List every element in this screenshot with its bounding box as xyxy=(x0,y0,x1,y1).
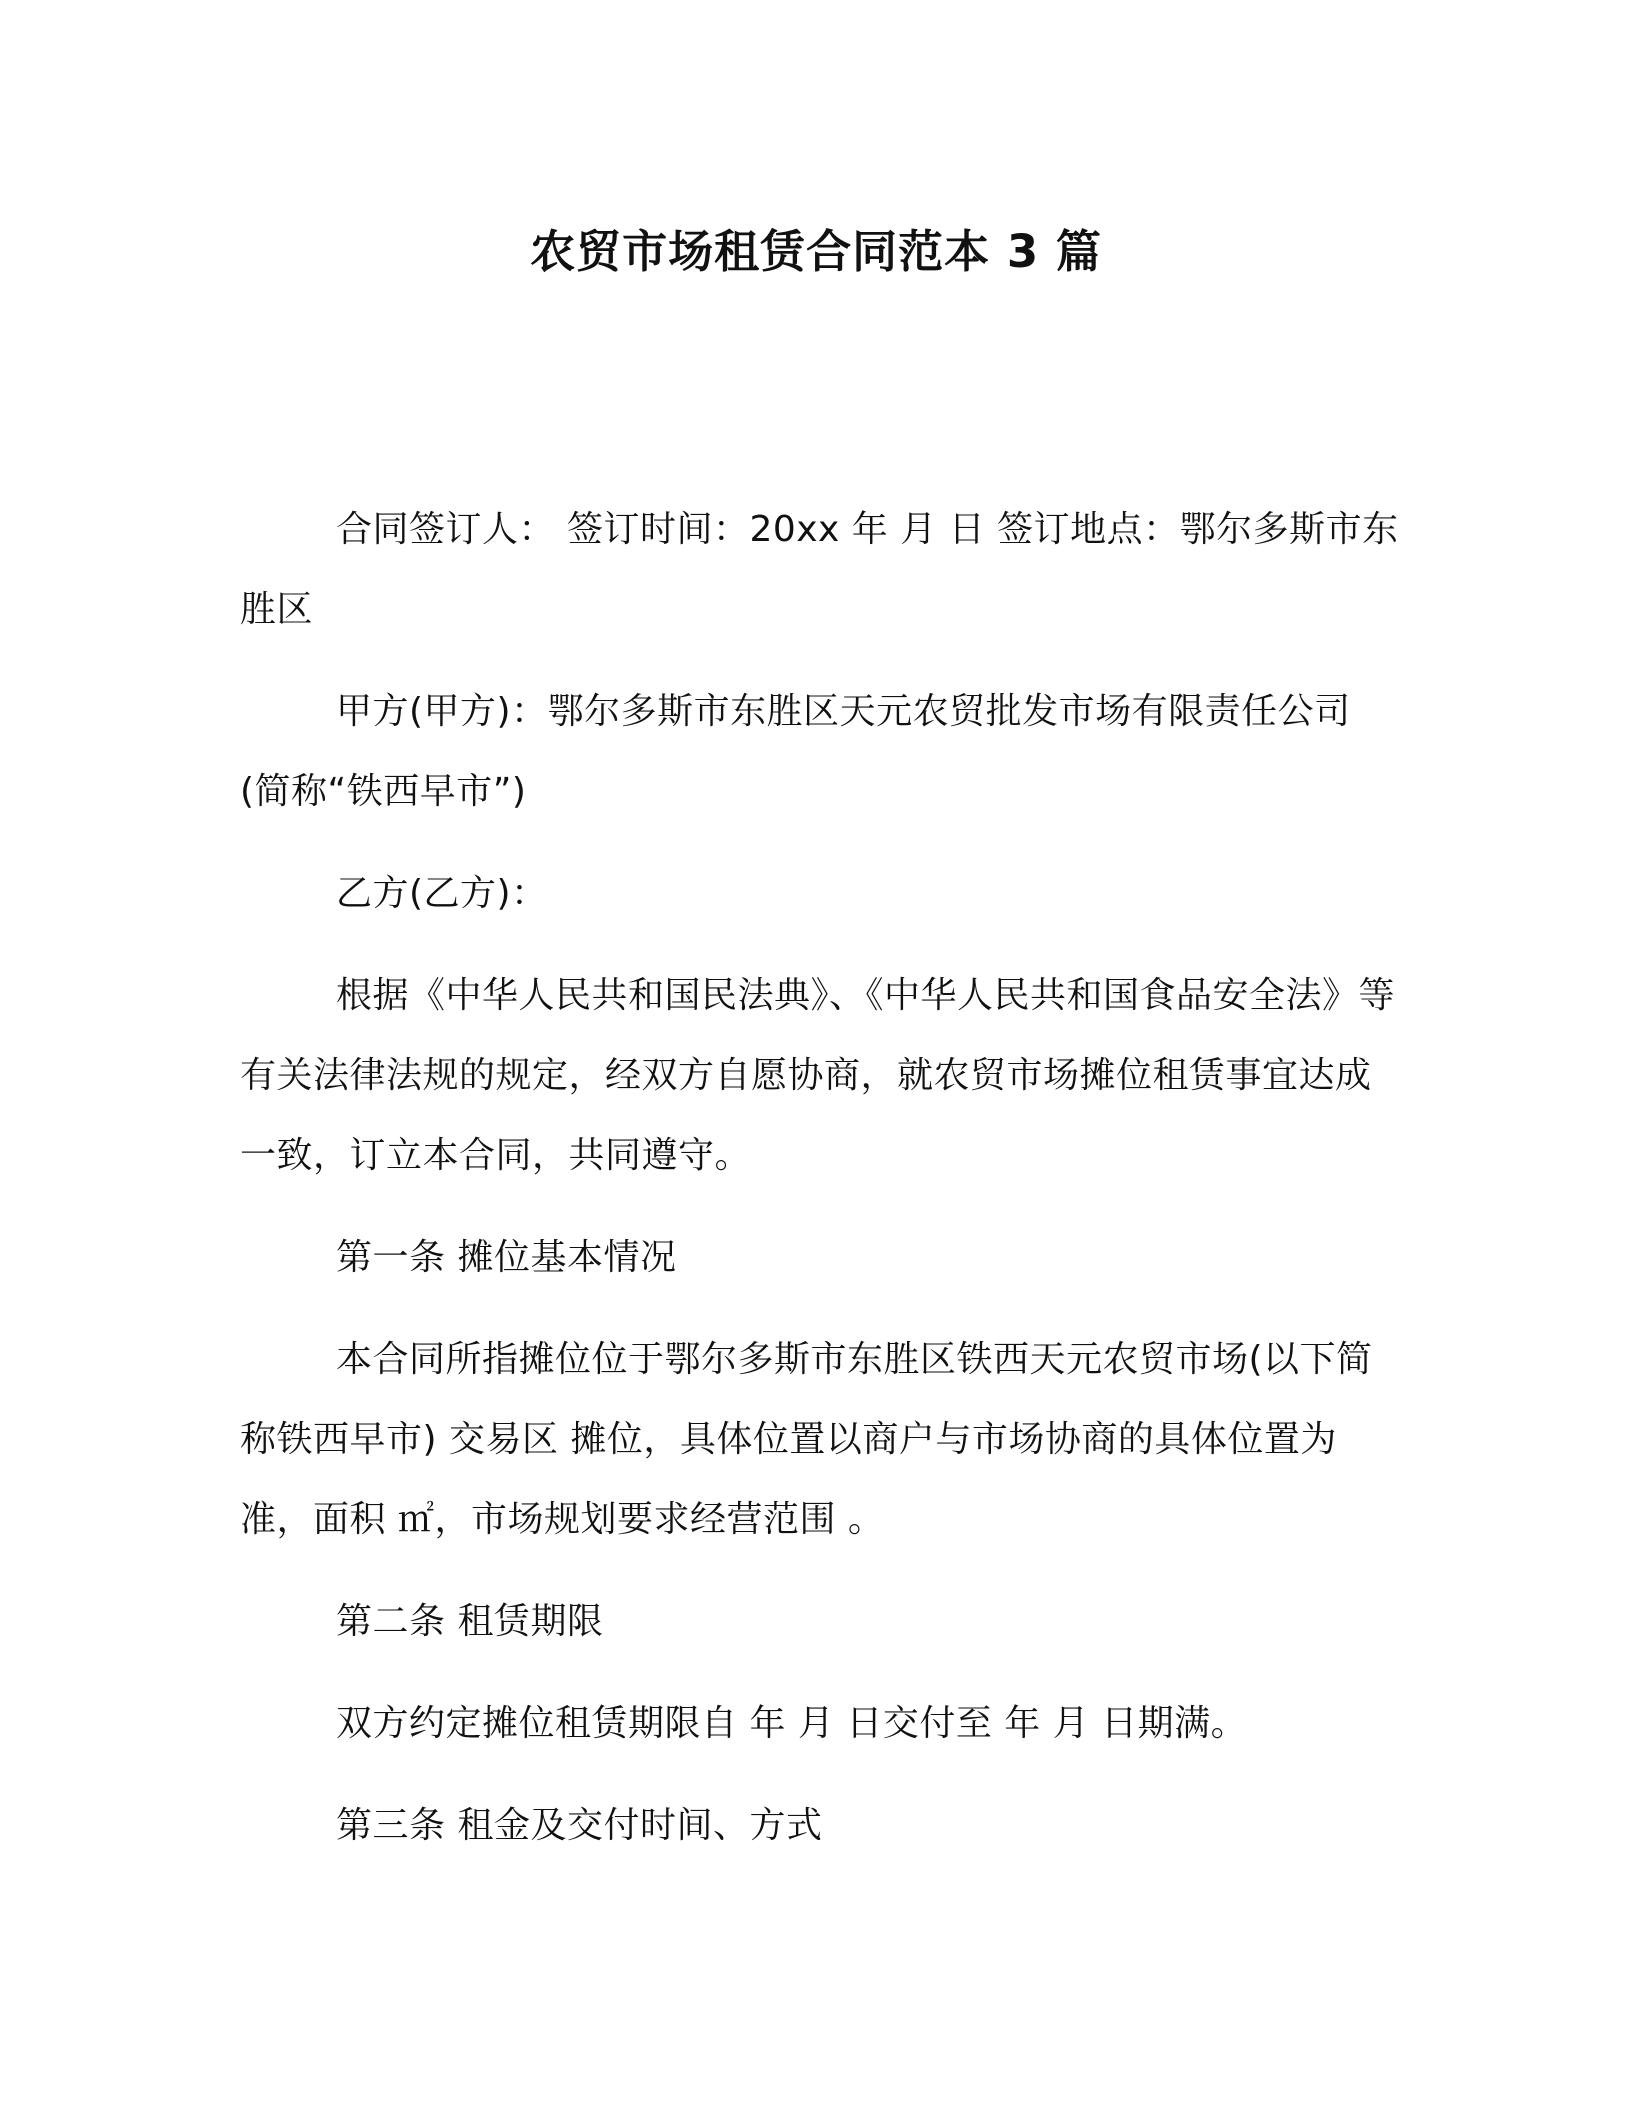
article-3-heading: 第三条 租金及交付时间、方式 xyxy=(336,1805,823,1846)
party-b-info: 乙方(乙方)： xyxy=(336,873,548,914)
article-1-heading: 第一条 摊位基本情况 xyxy=(336,1237,677,1278)
article-1-content: 本合同所指摊位位于鄂尔多斯市东胜区铁西天元农贸市场(以下简称铁西早市) 交易区 摊位，具体位置以商户与市场协商的具体位置为准，面积 ㎡，市场规划要求经营范围 。 xyxy=(240,1339,1373,1540)
document-title: 农贸市场租赁合同范本 3 篇 xyxy=(530,225,1102,278)
article-2-content: 双方约定摊位租赁期限自 年 月 日交付至 年 月 日期满。 xyxy=(336,1703,1248,1744)
party-a-info: 甲方(甲方)：鄂尔多斯市东胜区天元农贸批发市场有限责任公司(简称“铁西早市”) xyxy=(240,691,1351,812)
document-body xyxy=(240,490,1400,1888)
article-2-heading: 第二条 租赁期限 xyxy=(336,1601,604,1642)
legal-basis-paragraph: 根据《中华人民共和国民法典》、《中华人民共和国食品安全法》等有关法律法规的规定，经双方自愿协商，就农贸市场摊位租赁事宜达成一致，订立本合同，共同遵守。 xyxy=(240,975,1396,1176)
contract-signing-info: 合同签订人： 签订时间：20xx 年 月 日 签订地点：鄂尔多斯市东胜区 xyxy=(240,509,1399,630)
